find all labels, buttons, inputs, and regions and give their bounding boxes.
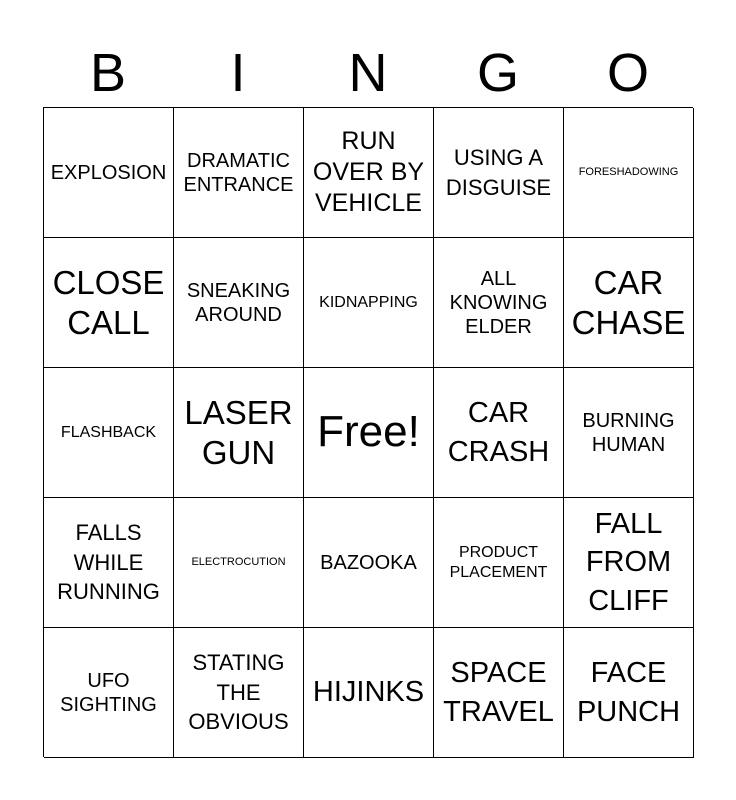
bingo-cell[interactable]: BAZOOKA: [304, 498, 434, 628]
header-letter-n: N: [348, 43, 388, 103]
header-letter-i: I: [230, 43, 246, 103]
bingo-cell[interactable]: RUN OVER BY VEHICLE: [304, 108, 434, 238]
bingo-cell[interactable]: KIDNAPPING: [304, 238, 434, 368]
bingo-cell[interactable]: UFO SIGHTING: [44, 628, 174, 758]
bingo-board: [43, 107, 693, 757]
bingo-cell[interactable]: FALL FROM CLIFF: [564, 498, 694, 628]
header-letter-g: G: [476, 43, 519, 103]
bingo-cell[interactable]: FLASHBACK: [44, 368, 174, 498]
bingo-cell[interactable]: CAR CRASH: [434, 368, 564, 498]
bingo-cell[interactable]: BURNING HUMAN: [564, 368, 694, 498]
bingo-cell[interactable]: FALLS WHILE RUNNING: [44, 498, 174, 628]
bingo-cell[interactable]: PRODUCT PLACEMENT: [434, 498, 564, 628]
bingo-cell[interactable]: USING A DISGUISE: [434, 108, 564, 238]
bingo-cell[interactable]: SPACE TRAVEL: [434, 628, 564, 758]
bingo-cell[interactable]: LASER GUN: [174, 368, 304, 498]
bingo-cell[interactable]: STATING THE OBVIOUS: [174, 628, 304, 758]
bingo-cell[interactable]: ALL KNOWING ELDER: [434, 238, 564, 368]
bingo-cell[interactable]: CLOSE CALL: [44, 238, 174, 368]
header-letter-b: B: [89, 43, 127, 103]
bingo-cell[interactable]: EXPLOSION: [44, 108, 174, 238]
bingo-cell[interactable]: ELECTROCUTION: [174, 498, 304, 628]
bingo-cell[interactable]: DRAMATIC ENTRANCE: [174, 108, 304, 238]
bingo-cell[interactable]: SNEAKING AROUND: [174, 238, 304, 368]
bingo-cell[interactable]: CAR CHASE: [564, 238, 694, 368]
bingo-cell[interactable]: FACE PUNCH: [564, 628, 694, 758]
free-space-cell[interactable]: Free!: [304, 368, 434, 498]
header-letter-o: O: [606, 43, 649, 103]
bingo-cell[interactable]: FORESHADOWING: [564, 108, 694, 238]
bingo-header: [43, 42, 693, 104]
bingo-cell[interactable]: HIJINKS: [304, 628, 434, 758]
